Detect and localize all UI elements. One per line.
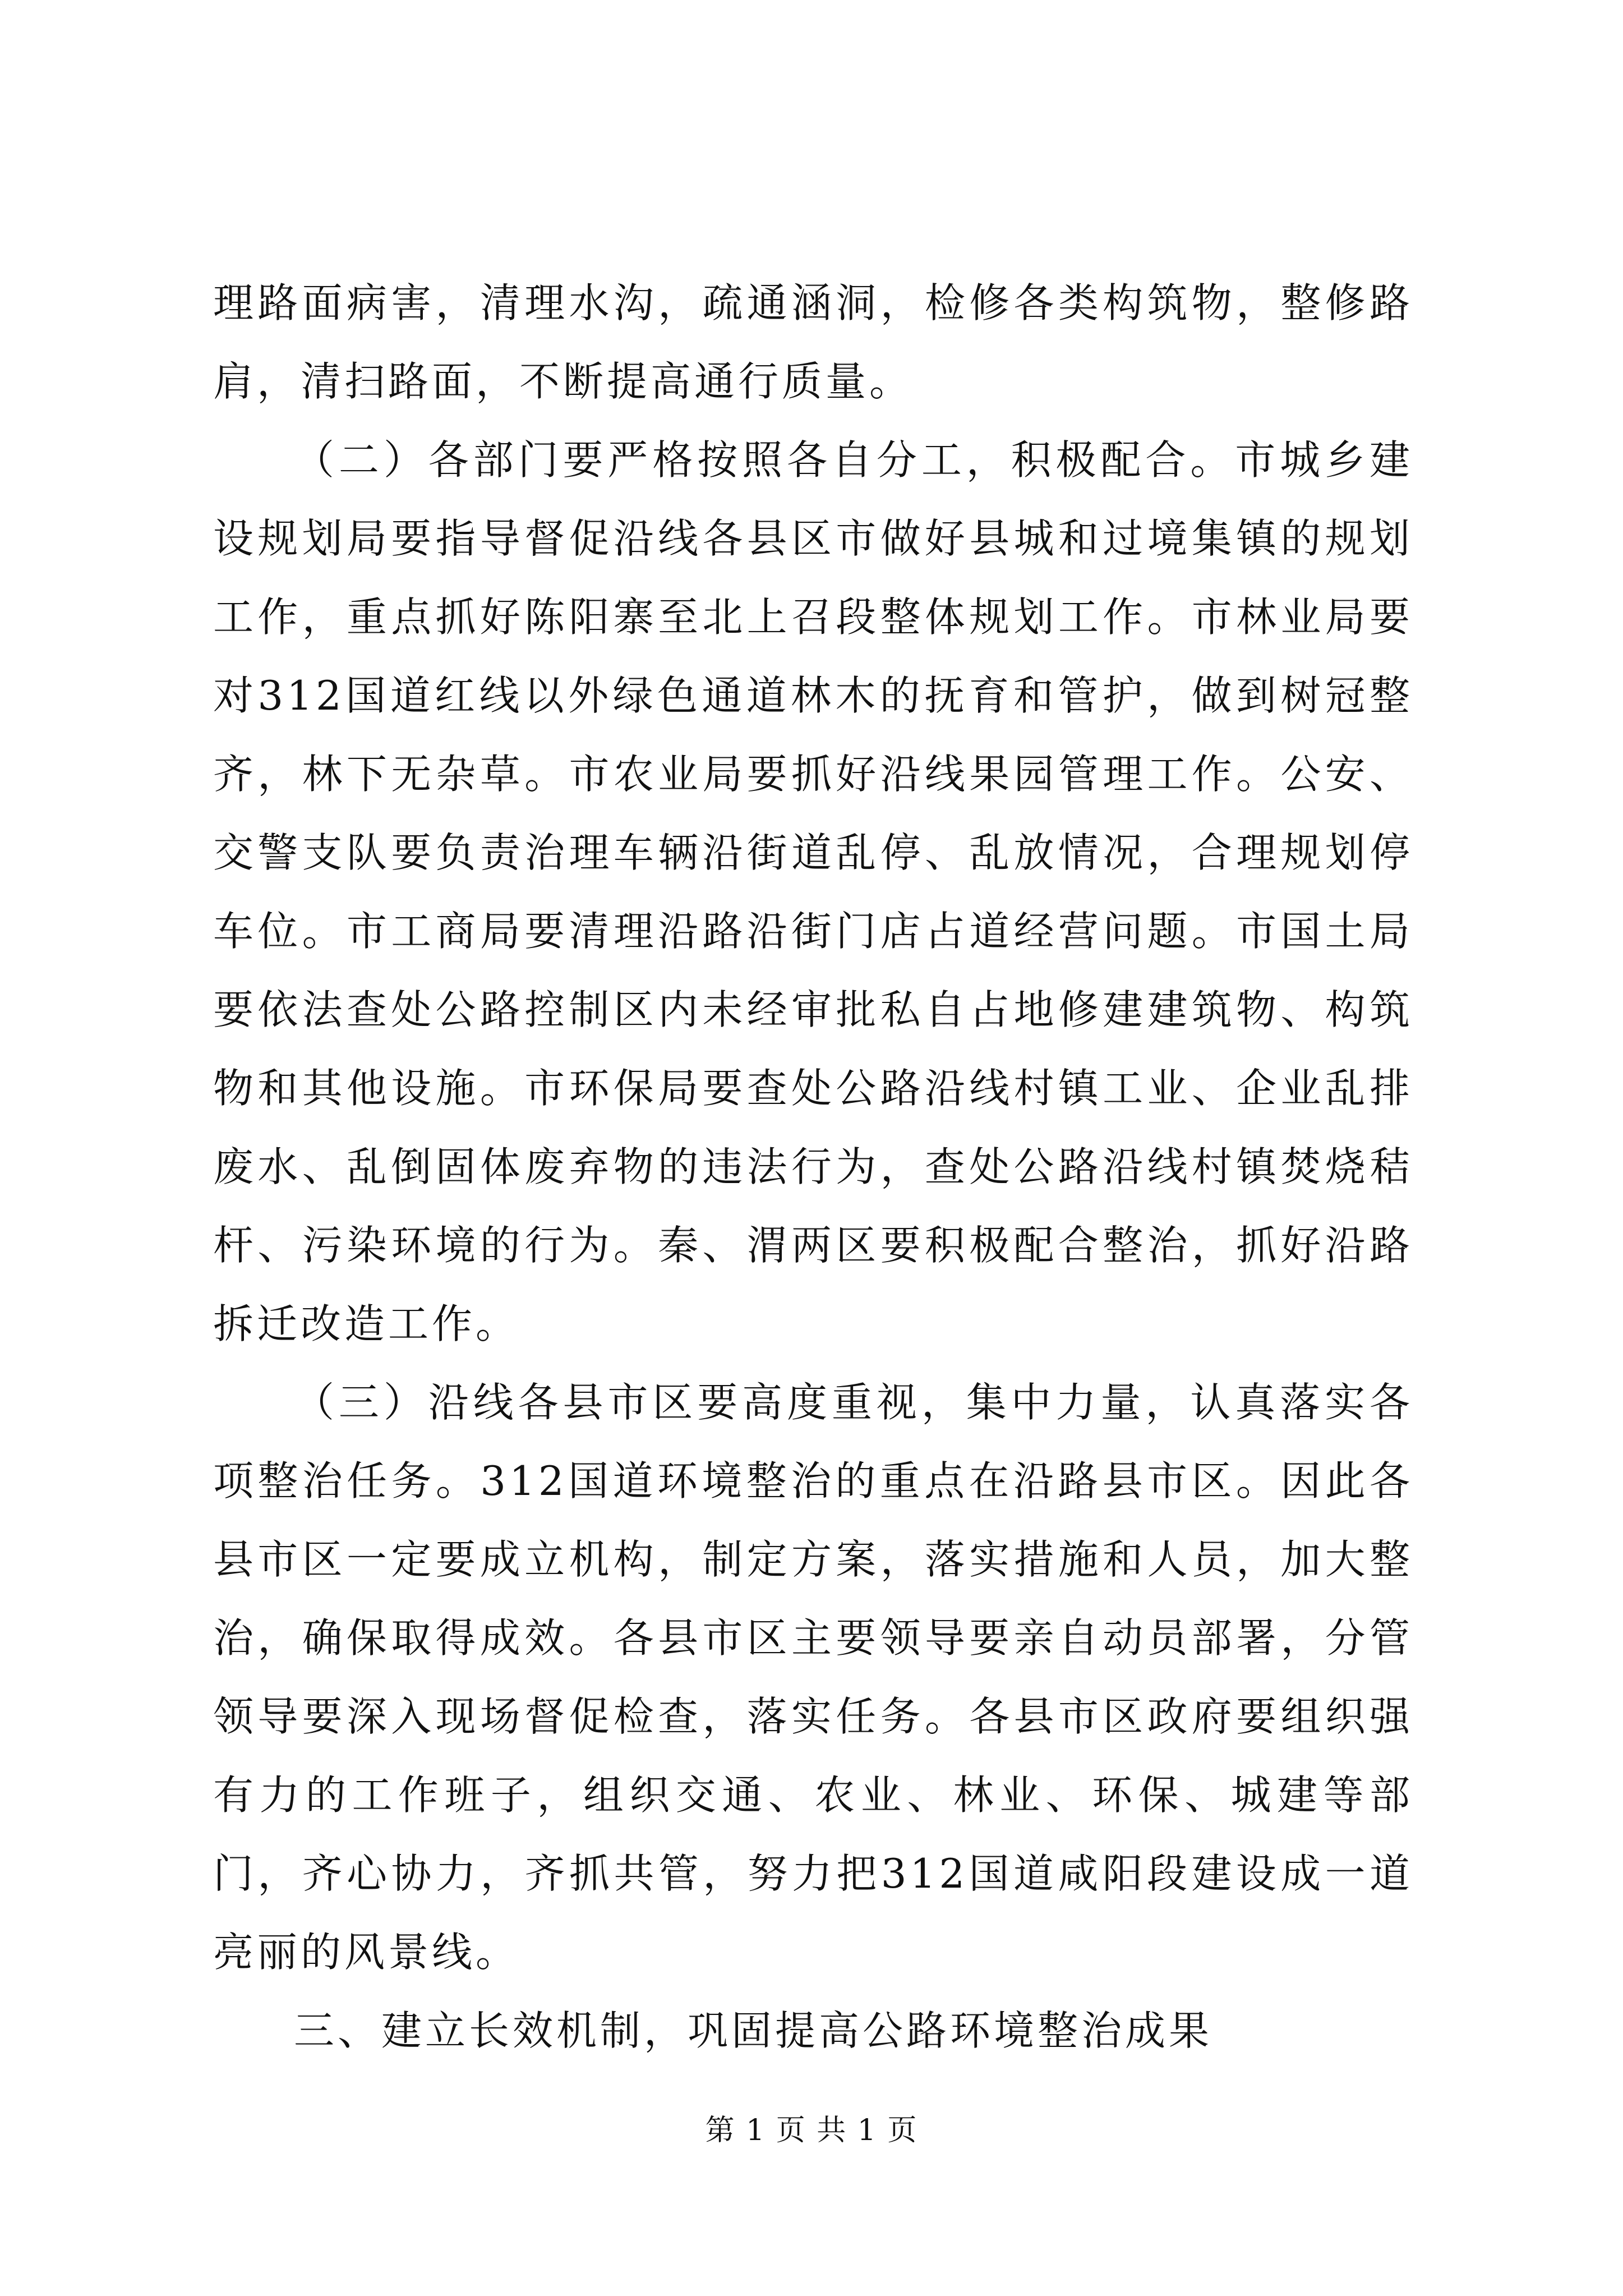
page-footer: 第 1 页 共 1 页	[705, 2114, 918, 2147]
section-heading: 三、建立长效机制，巩固提高公路环境整治成果	[294, 2007, 1213, 2054]
document-body	[213, 264, 1413, 2070]
paragraph-counties: （三）沿线各县市区要高度重视，集中力量，认真落实各项整治任务。312国道环境整治的重点在沿路县市区。因此各县市区一定要成立机构，制定方案，落实措施和人员，加大整治，确保取得成效。各县市区主要领导要亲自动员部署，分管领导要深入现场督促检查，落实任务。各县市区政府要组织强有力的工作班子，组织交通、农业、林业、环保、城建等部门，齐心协力，齐抓共管，努力把312国道咸阳段建设成一道亮丽的风景线。	[213, 1379, 1413, 1976]
paragraph-departments: （二）各部门要严格按照各自分工，积极配合。市城乡建设规划局要指导督促沿线各县区市做好县城和过境集镇的规划工作，重点抓好陈阳寨至北上召段整体规划工作。市林业局要对312国道红线以外绿色通道林木的抚育和管护，做到树冠整齐，林下无杂草。市农业局要抓好沿线果园管理工作。公安、交警支队要负责治理车辆沿街道乱停、乱放情况，合理规划停车位。市工商局要清理沿路沿街门店占道经营问题。市国土局要依法查处公路控制区内未经审批私自占地修建建筑物、构筑物和其他设施。市环保局要查处公路沿线村镇工业、企业乱排废水、乱倒固体废弃物的违法行为，查处公路沿线村镇焚烧秸杆、污染环境的行为。秦、渭两区要积极配合整治，抓好沿路拆迁改造工作。	[213, 436, 1413, 1347]
paragraph-continuation: 理路面病害，清理水沟，疏通涵洞，检修各类构筑物，整修路肩，清扫路面，不断提高通行质量。	[213, 279, 1413, 405]
